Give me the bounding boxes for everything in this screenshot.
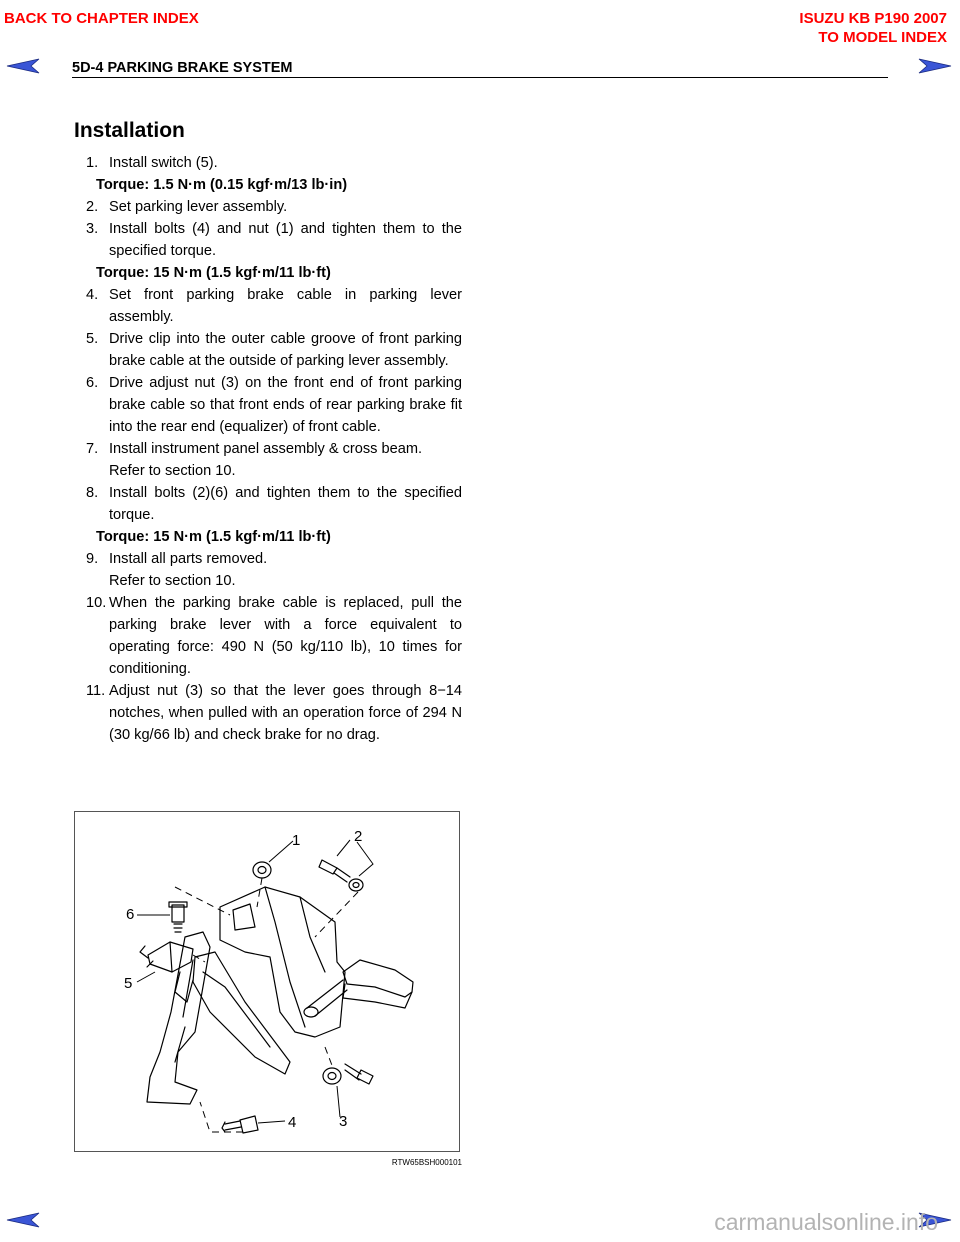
parking-lever-exploded-diagram (75, 812, 461, 1153)
step-item: 3. Install bolts (4) and nut (1) and tighten them to the specified torque. (86, 221, 462, 259)
callout-3: 3 (339, 1113, 348, 1130)
installation-steps (86, 152, 462, 746)
header-divider (72, 77, 888, 78)
step-item: 11. Adjust nut (3) so that the lever goes through 8−14 notches, when pulled with an operation force of 294 N (30 kg/66 lb) and check brake for no drag. (86, 683, 462, 743)
back-to-chapter-index-link[interactable]: BACK TO CHAPTER INDEX (4, 10, 199, 27)
step-item: 9. Install all parts removed. (86, 551, 268, 567)
torque-spec: Torque: 15 N·m (1.5 kgf·m/11 lb·ft) (96, 265, 331, 281)
step-item: 5. Drive clip into the outer cable groove of front parking brake cable at the outside of parking lever assembly. (86, 331, 462, 369)
step-note: Refer to section 10. (109, 463, 236, 479)
callout-4: 4 (288, 1114, 297, 1131)
previous-page-arrow-icon[interactable] (6, 1212, 40, 1228)
step-item: 7. Install instrument panel assembly & cross beam. (86, 441, 423, 457)
model-title-link[interactable]: ISUZU KB P190 2007 (799, 10, 947, 27)
page-header-title: 5D-4 PARKING BRAKE SYSTEM (72, 60, 293, 76)
step-item: 10. When the parking brake cable is replaced, pull the parking brake lever with a force equivalent to operating force: 490 N (50 kg/110 lb), 10 times for conditioning. (86, 595, 462, 677)
watermark-text: carmanualsonline.info (714, 1209, 938, 1235)
torque-spec: Torque: 15 N·m (1.5 kgf·m/11 lb·ft) (96, 529, 331, 545)
step-item: 1. Install switch (5). (86, 155, 218, 171)
callout-6: 6 (126, 906, 135, 923)
torque-spec: Torque: 1.5 N·m (0.15 kgf·m/13 lb·in) (96, 177, 348, 193)
step-item: 8. Install bolts (2)(6) and tighten them to the specified torque. (86, 485, 462, 523)
previous-page-arrow-icon[interactable] (6, 58, 40, 74)
next-page-arrow-icon[interactable] (918, 58, 952, 74)
step-item: 6. Drive adjust nut (3) on the front end of front parking brake cable so that front ends of rear parking brake fit into the rear end (equalizer) of front cable. (86, 375, 462, 435)
callout-1: 1 (292, 832, 301, 849)
parking-lever-assembly-figure (74, 811, 460, 1152)
step-item: 4. Set front parking brake cable in parking lever assembly. (86, 287, 462, 325)
to-model-index-link[interactable]: TO MODEL INDEX (818, 29, 947, 46)
step-note: Refer to section 10. (109, 573, 236, 589)
figure-caption: RTW65BSH000101 (391, 1158, 462, 1167)
callout-2: 2 (354, 828, 363, 845)
section-title: Installation (74, 119, 185, 142)
step-item: 2. Set parking lever assembly. (86, 199, 288, 215)
callout-5: 5 (124, 975, 133, 992)
